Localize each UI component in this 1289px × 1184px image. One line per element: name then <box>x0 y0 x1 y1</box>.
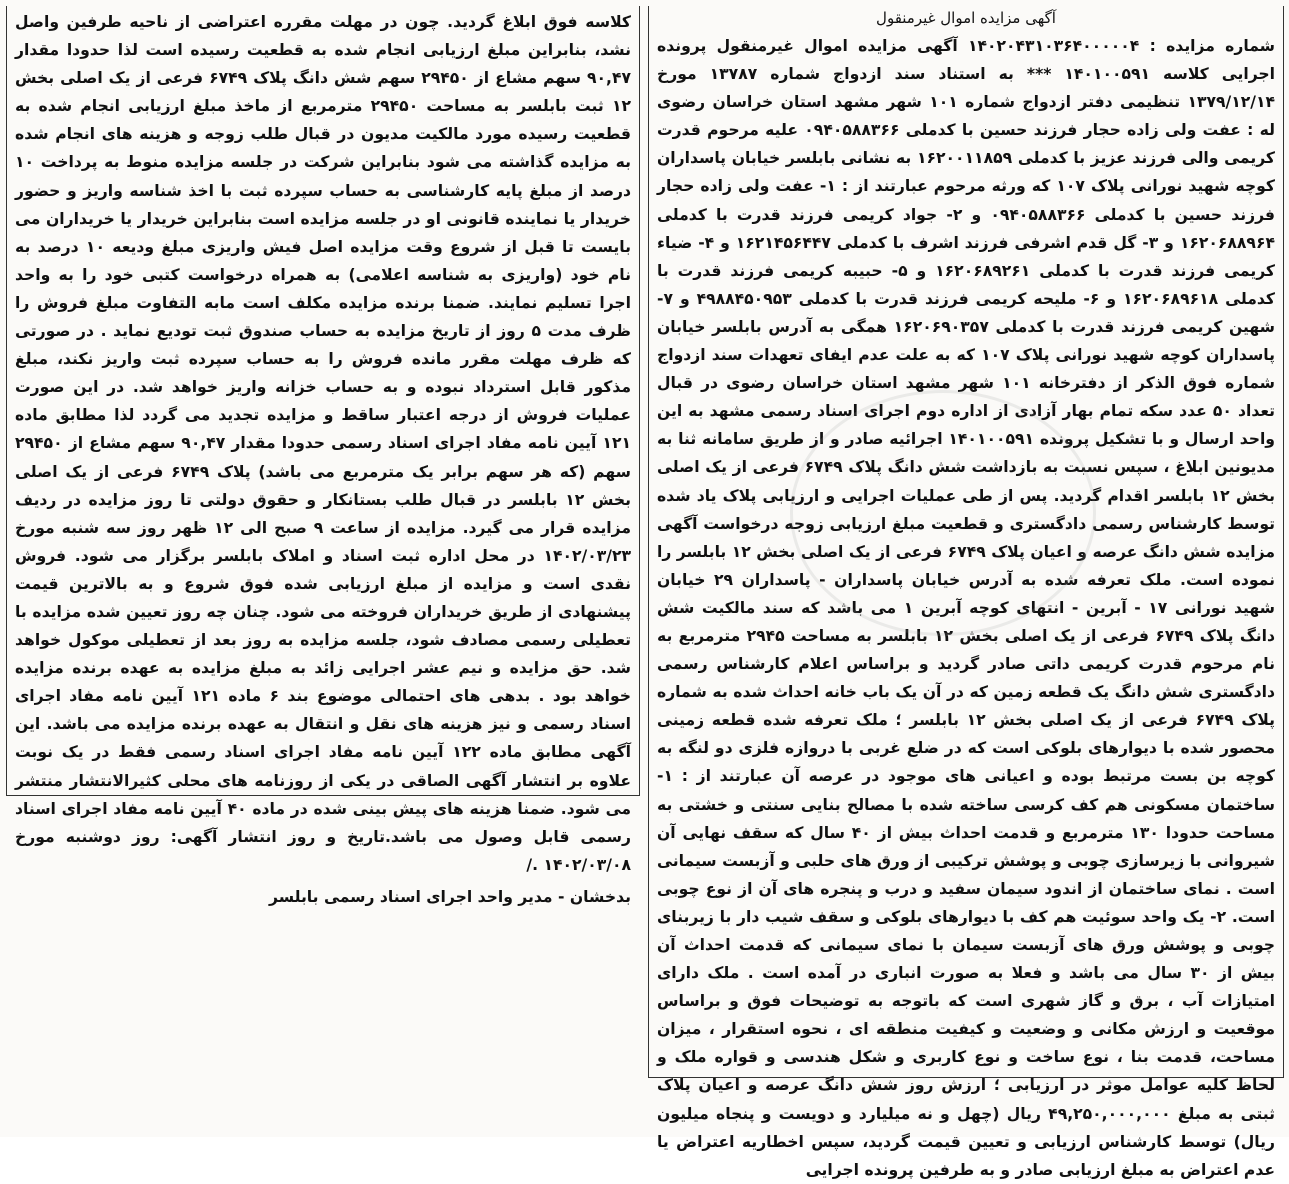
notice-signature: بدخشان - مدیر واحد اجرای اسناد رسمی بابلسر <box>269 887 631 906</box>
notice-title: آگهی مزایده اموال غیرمنقول <box>876 9 1056 27</box>
notice-body-part-2: کلاسه فوق ابلاغ گردید. چون در مهلت مقرره اعتراضی از ناحیه طرفین واصل نشد، بنابراین مبلغ ارزیابی انجام شده به قطعیت رسیده است لذا حدودا مقدار ۹۰,۴۷ سهم مشاع از ۲۹۴۵۰ سهم شش دانگ پلاک ۶۷۴۹ فرعی از یک اصلی بخش ۱۲ ثبت بابلسر به مساحت ۲۹۴۵۰ مترمربع از ماخذ مبلغ ارزیابی انجام شده به قطعیت رسیده مورد مالکیت مدیون در قبال طلب زوجه و هزینه های انجام شده به مزایده گذاشته می شود بنابراین شرکت در جلسه مزایده منوط به پرداخت ۱۰ درصد از مبلغ پایه کارشناسی به حساب سپرده ثبت با اخذ شناسه واریز و حضور خریدار یا نماینده قانونی او در جلسه مزایده است بنابراین خریدار یا خریداران می بایست تا قبل از شروع وقت مزایده اصل فیش واریزی مبلغ ودیعه ۱۰ درصد به نام خود (واریزی به شناسه اعلامی) به همراه درخواست کتبی خود را به واحد اجرا تسلیم نمایند. ضمنا برنده مزایده مکلف است مابه التفاوت مبلغ فروش را ظرف مدت ۵ روز از تاریخ مزایده به حساب صندوق ثبت تودیع نماید . در صورتی که ظرف مهلت مقرر مانده فروش را به حساب سپرده ثبت واریز نکند، مبلغ مذکور قابل استرداد نبوده و به حساب خزانه واریز خواهد شد. در این صورت عملیات فروش از درجه اعتبار ساقط و مزایده تجدید می گردد لذا مطابق ماده ۱۲۱ آیین نامه مفاد اجرای اسناد رسمی حدودا مقدار ۹۰,۴۷ سهم مشاع از ۲۹۴۵۰ سهم (که هر سهم برابر یک مترمربع می باشد) پلاک ۶۷۴۹ فرعی از یک اصلی بخش ۱۲ بابلسر در قبال طلب بستانکار و حقوق دولتی تا روز مزایده در ردیف مزایده قرار می گیرد. مزایده از ساعت ۹ صبح الی ۱۲ ظهر روز سه شنبه مورخ ۱۴۰۲/۰۳/۲۳ در محل اداره ثبت اسناد و املاک بابلسر برگزار می شود. فروش نقدی است و مزایده از مبلغ ارزیابی شده فوق شروع و به بالاترین قیمت پیشنهادی از طریق خریداران فروخته می شود. چنان چه روز تعیین شده مزایده با تعطیلی رسمی مصادف شود، جلسه مزایده به روز بعد از تعطیلی موکول خواهد شد. حق مزایده و نیم عشر اجرایی زائد به مبلغ مزایده به عهده برنده مزایده خواهد بود . بدهی های احتمالی موضوع بند ۶ ماده ۱۲۱ آیین نامه مفاد اجرای اسناد رسمی و نیز هزینه های نقل و انتقال به عهده برنده مزایده می باشد. این آگهی مطابق ماده ۱۲۲ آیین نامه مفاد اجرای اسناد رسمی فقط در یک نوبت علاوه بر انتشار آگهی الصاقی در یکی از روزنامه های محلی کثیرالانتشار منتشر می شود. ضمنا هزینه های پیش بینی شده در ماده ۴۰ آیین نامه مفاد اجرای اسناد رسمی قابل وصول می باشد.تاریخ و روز انتشار آگهی: روز دوشنبه مورخ ۱۴۰۲/۰۳/۰۸ ./ <box>15 13 632 874</box>
notice-body-part-1: شماره مزایده : ۱۴۰۲۰۴۳۱۰۳۶۴۰۰۰۰۰۴ آگهی مزایده اموال غیرمنقول پرونده اجرایی کلاسه ۱۴۰۱۰۰۵۹۱ *** به استناد سند ازدواج شماره ۱۳۷۸۷ مورخ ۱۳۷۹/۱۲/۱۴ تنظیمی دفتر ازدواج شماره ۱۰۱ شهر مشهد استان خراسان رضوی له : عفت ولی زاده حجار فرزند حسین با کدملی ۰۹۴۰۵۸۸۳۶۶ علیه مرحوم قدرت کریمی والی فرزند عزیز با کدملی ۱۶۲۰۰۱۱۸۵۹ به نشانی بابلسر خیابان پاسداران کوچه شهید نورانی پلاک ۱۰۷ که ورثه مرحوم عبارتند از : ۱- عفت ولی زاده حجار فرزند حسین با کدملی ۰۹۴۰۵۸۸۳۶۶ و ۲- جواد کریمی فرزند قدرت با کدملی ۱۶۲۰۶۸۸۹۶۴ و ۳- گل قدم اشرفی فرزند اشرف با کدملی ۱۶۲۱۴۵۶۴۴۷ و ۴- ضیاء کریمی فرزند قدرت با کدملی ۱۶۲۰۶۸۹۲۶۱ و ۵- حبیبه کریمی فرزند قدرت با کدملی ۱۶۲۰۶۸۹۶۱۸ و ۶- ملیحه کریمی فرزند قدرت با کدملی ۴۹۸۸۴۵۰۹۵۳ و ۷- شهین کریمی فرزند قدرت با کدملی ۱۶۲۰۶۹۰۳۵۷ همگی به آدرس بابلسر خیابان پاسداران کوچه شهید نورانی پلاک ۱۰۷ که به علت عدم ایفای تعهدات سند ازدواج شماره فوق الذکر از دفترخانه ۱۰۱ شهر مشهد استان خراسان رضوی در قبال تعداد ۵۰ عدد سکه تمام بهار آزادی از اداره دوم اجرای اسناد رسمی مشهد به این واحد ارسال و با تشکیل پرونده ۱۴۰۱۰۰۵۹۱ اجرائیه صادر و از طریق سامانه ثنا به مدیونین ابلاغ ، سپس نسبت به بازداشت شش دانگ پلاک ۶۷۴۹ فرعی از یک اصلی بخش ۱۲ بابلسر اقدام گردید. پس از طی عملیات اجرایی و ارزیابی پلاک یاد شده توسط کارشناس رسمی دادگستری و قطعیت مبلغ ارزیابی زوجه درخواست آگهی مزایده شش دانگ عرصه و اعیان پلاک ۶۷۴۹ فرعی از یک اصلی بخش ۱۲ بابلسر را نموده است. ملک تعرفه شده به آدرس خیابان پاسداران - پاسداران ۲۹ خیابان شهید نورانی ۱۷ - آبرین - انتهای کوچه آبرین ۱ می باشد که سند مالکیت شش دانگ پلاک ۶۷۴۹ فرعی از یک اصلی بخش ۱۲ بابلسر به مساحت ۲۹۴۵ مترمربع به نام مرحوم قدرت کریمی داتی صادر گردید و براساس اعلام کارشناس رسمی دادگستری شش دانگ یک قطعه زمین که در آن یک باب خانه احداث شده به شماره پلاک ۶۷۴۹ فرعی از یک اصلی بخش ۱۲ بابلسر ؛ ملک تعرفه شده قطعه زمینی محصور شده با دیوارهای بلوکی است که در ضلع غربی با دروازه فلزی دو لنگه به کوچه بن بست مرتبط بوده و اعیانی های موجود در عرصه آن عبارتند از : ۱- ساختمان مسکونی هم کف کرسی ساخته شده با مصالح بنایی سنتی و خشتی به مساحت حدودا ۱۳۰ مترمربع و قدمت احداث بیش از ۴۰ سال که سقف نهایی آن شیروانی با زیرسازی چوبی و پوشش ترکیبی از ورق های حلبی و آزبست سیمانی است . نمای ساختمان از اندود سیمان سفید و درب و پنجره های آن از نوع چوبی است. ۲- یک واحد سوئیت هم کف با دیوارهای بلوکی و سقف شیب دار با زیربنای چوبی و پوشش ورق های آزبست سیمان با نمای سیمانی که قدمت احداث آن بیش از ۳۰ سال می باشد و فعلا به صورت انباری در آمده است . ملک دارای امتیازات آب ، برق و گاز شهری است که باتوجه به توضیحات فوق و براساس موقعیت و ارزش مکانی و وضعیت و کیفیت منطقه ای ، نحوه استقرار ، میزان مساحت، قدمت بنا ، نوع ساخت و نوع کاربری و شکل هندسی و قواره ملک و لحاظ کلیه عوامل موثر در ارزیابی ؛ ارزش روز شش دانگ عرصه و اعیان پلاک ثبتی به مبلغ ۴۹,۲۵۰,۰۰۰,۰۰۰ ریال (چهل و نه میلیارد و دویست و پنجاه میلیون ریال) توسط کارشناس ارزیابی و تعیین قیمت گردید، سپس اخطاریه اعتراض یا عدم اعتراض به مبلغ ارزیابی صادر و به طرفین پرونده اجرایی <box>657 37 1276 1179</box>
notice-column-left <box>6 6 640 906</box>
notice-column-right <box>648 6 1284 1179</box>
